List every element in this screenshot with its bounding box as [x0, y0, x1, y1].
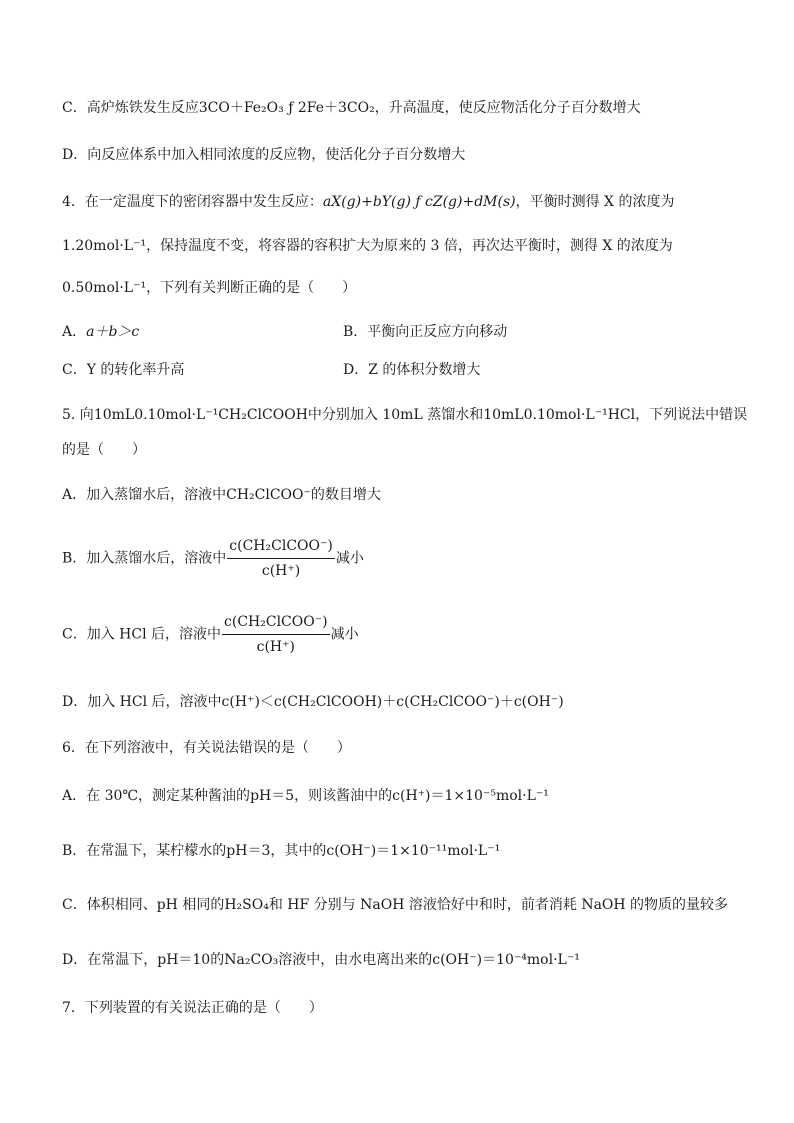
q6-option-b: B．在常温下，某柠檬水的pH＝3，其中的c(OH⁻)＝1×10⁻¹¹mol·L⁻¹ — [62, 843, 501, 859]
q6-option-d: D．在常温下，pH＝10的Na₂CO₃溶液中，由水电离出来的c(OH⁻)＝10⁻⁴mol·L⁻¹ — [62, 952, 580, 968]
q4-stem-line2: 1.20mol·L⁻¹，保持温度不变，将容器的容积扩大为原来的 3 倍，再次达平衡时，测得 X 的浓度为 — [62, 238, 673, 254]
q7-stem: 7．下列装置的有关说法正确的是（ ） — [62, 1000, 323, 1016]
q6-stem: 6．在下列溶液中，有关说法错误的是（ ） — [62, 740, 351, 756]
q5-b-fraction: $\frac{\text{c(CH₂ClCOO⁻)}}{c(H^+)}$ — [229, 538, 333, 579]
q4-reaction: aX(g)+bY(g) ƒ cZ(g)+dM(s) — [322, 194, 516, 210]
q6-option-c: C．体积相同、pH 相同的H₂SO₄和 HF 分别与 NaOH 溶液恰好中和时，前者消耗 NaOH 的物质的量较多 — [62, 897, 729, 913]
q5-c-fraction: $\frac{\text{c(CH₂ClCOO⁻)}}{c(H^+)}$ — [224, 614, 328, 655]
q4-option-c: C．Y 的转化率升高 — [62, 362, 185, 378]
q4-stem-line1: 4．在一定温度下的密闭容器中发生反应：aX(g)+bY(g) ƒ cZ(g)+dM(s)，平衡时测得 X 的浓度为 — [62, 194, 675, 210]
q5-option-c: C．加入 HCl 后，溶液中 $\frac{\text{c(CH₂ClCOO⁻)}}{c(H^+)}$ 减小 — [62, 614, 359, 655]
q4-option-a: A．a＋b＞c — [62, 324, 140, 340]
q5-stem-line1: 5. 向10mL0.10mol·L⁻¹CH₂ClCOOH中分别加入 10mL 蒸馏水和10mL0.10mol·L⁻¹HCl，下列说法中错误 — [62, 407, 748, 423]
q4-conc1: 1.20mol·L⁻¹ — [62, 238, 147, 254]
q4-option-d: D．Z 的体积分数增大 — [343, 362, 481, 378]
q4-conc2: 0.50mol·L⁻¹ — [62, 280, 147, 296]
q3-option-d: D．向反应体系中加入相同浓度的反应物，使活化分子百分数增大 — [62, 147, 466, 163]
q6-option-a: A．在 30℃，测定某种酱油的pH＝5，则该酱油中的c(H⁺)＝1×10⁻⁵mol·L⁻¹ — [62, 788, 549, 804]
q4-option-b: B．平衡向正反应方向移动 — [343, 324, 508, 340]
q3-option-c: C．高炉炼铁发生反应3CO＋Fe₂O₃ ƒ 2Fe＋3CO₂，升高温度，使反应物活化分子百分数增大 — [62, 100, 641, 116]
q5-d-expression: c(H⁺)＜c(CH₂ClCOOH)＋c(CH₂ClCOO⁻)＋c(OH⁻) — [221, 694, 564, 710]
q5-option-d: D．加入 HCl 后，溶液中c(H⁺)＜c(CH₂ClCOOH)＋c(CH₂ClCOO⁻)＋c(OH⁻) — [62, 694, 564, 710]
q5-option-a: A．加入蒸馏水后，溶液中CH₂ClCOO⁻的数目增大 — [62, 487, 381, 503]
q3-c-reaction: 3CO＋Fe₂O₃ ƒ 2Fe＋3CO₂ — [198, 100, 375, 116]
q5-stem-line2: 的是（ ） — [62, 442, 146, 458]
q4-stem-line3: 0.50mol·L⁻¹，下列有关判断正确的是（ ） — [62, 280, 357, 296]
q5-option-b: B．加入蒸馏水后，溶液中 $\frac{\text{c(CH₂ClCOO⁻)}}{c(H^+)}$ 减小 — [62, 538, 364, 579]
